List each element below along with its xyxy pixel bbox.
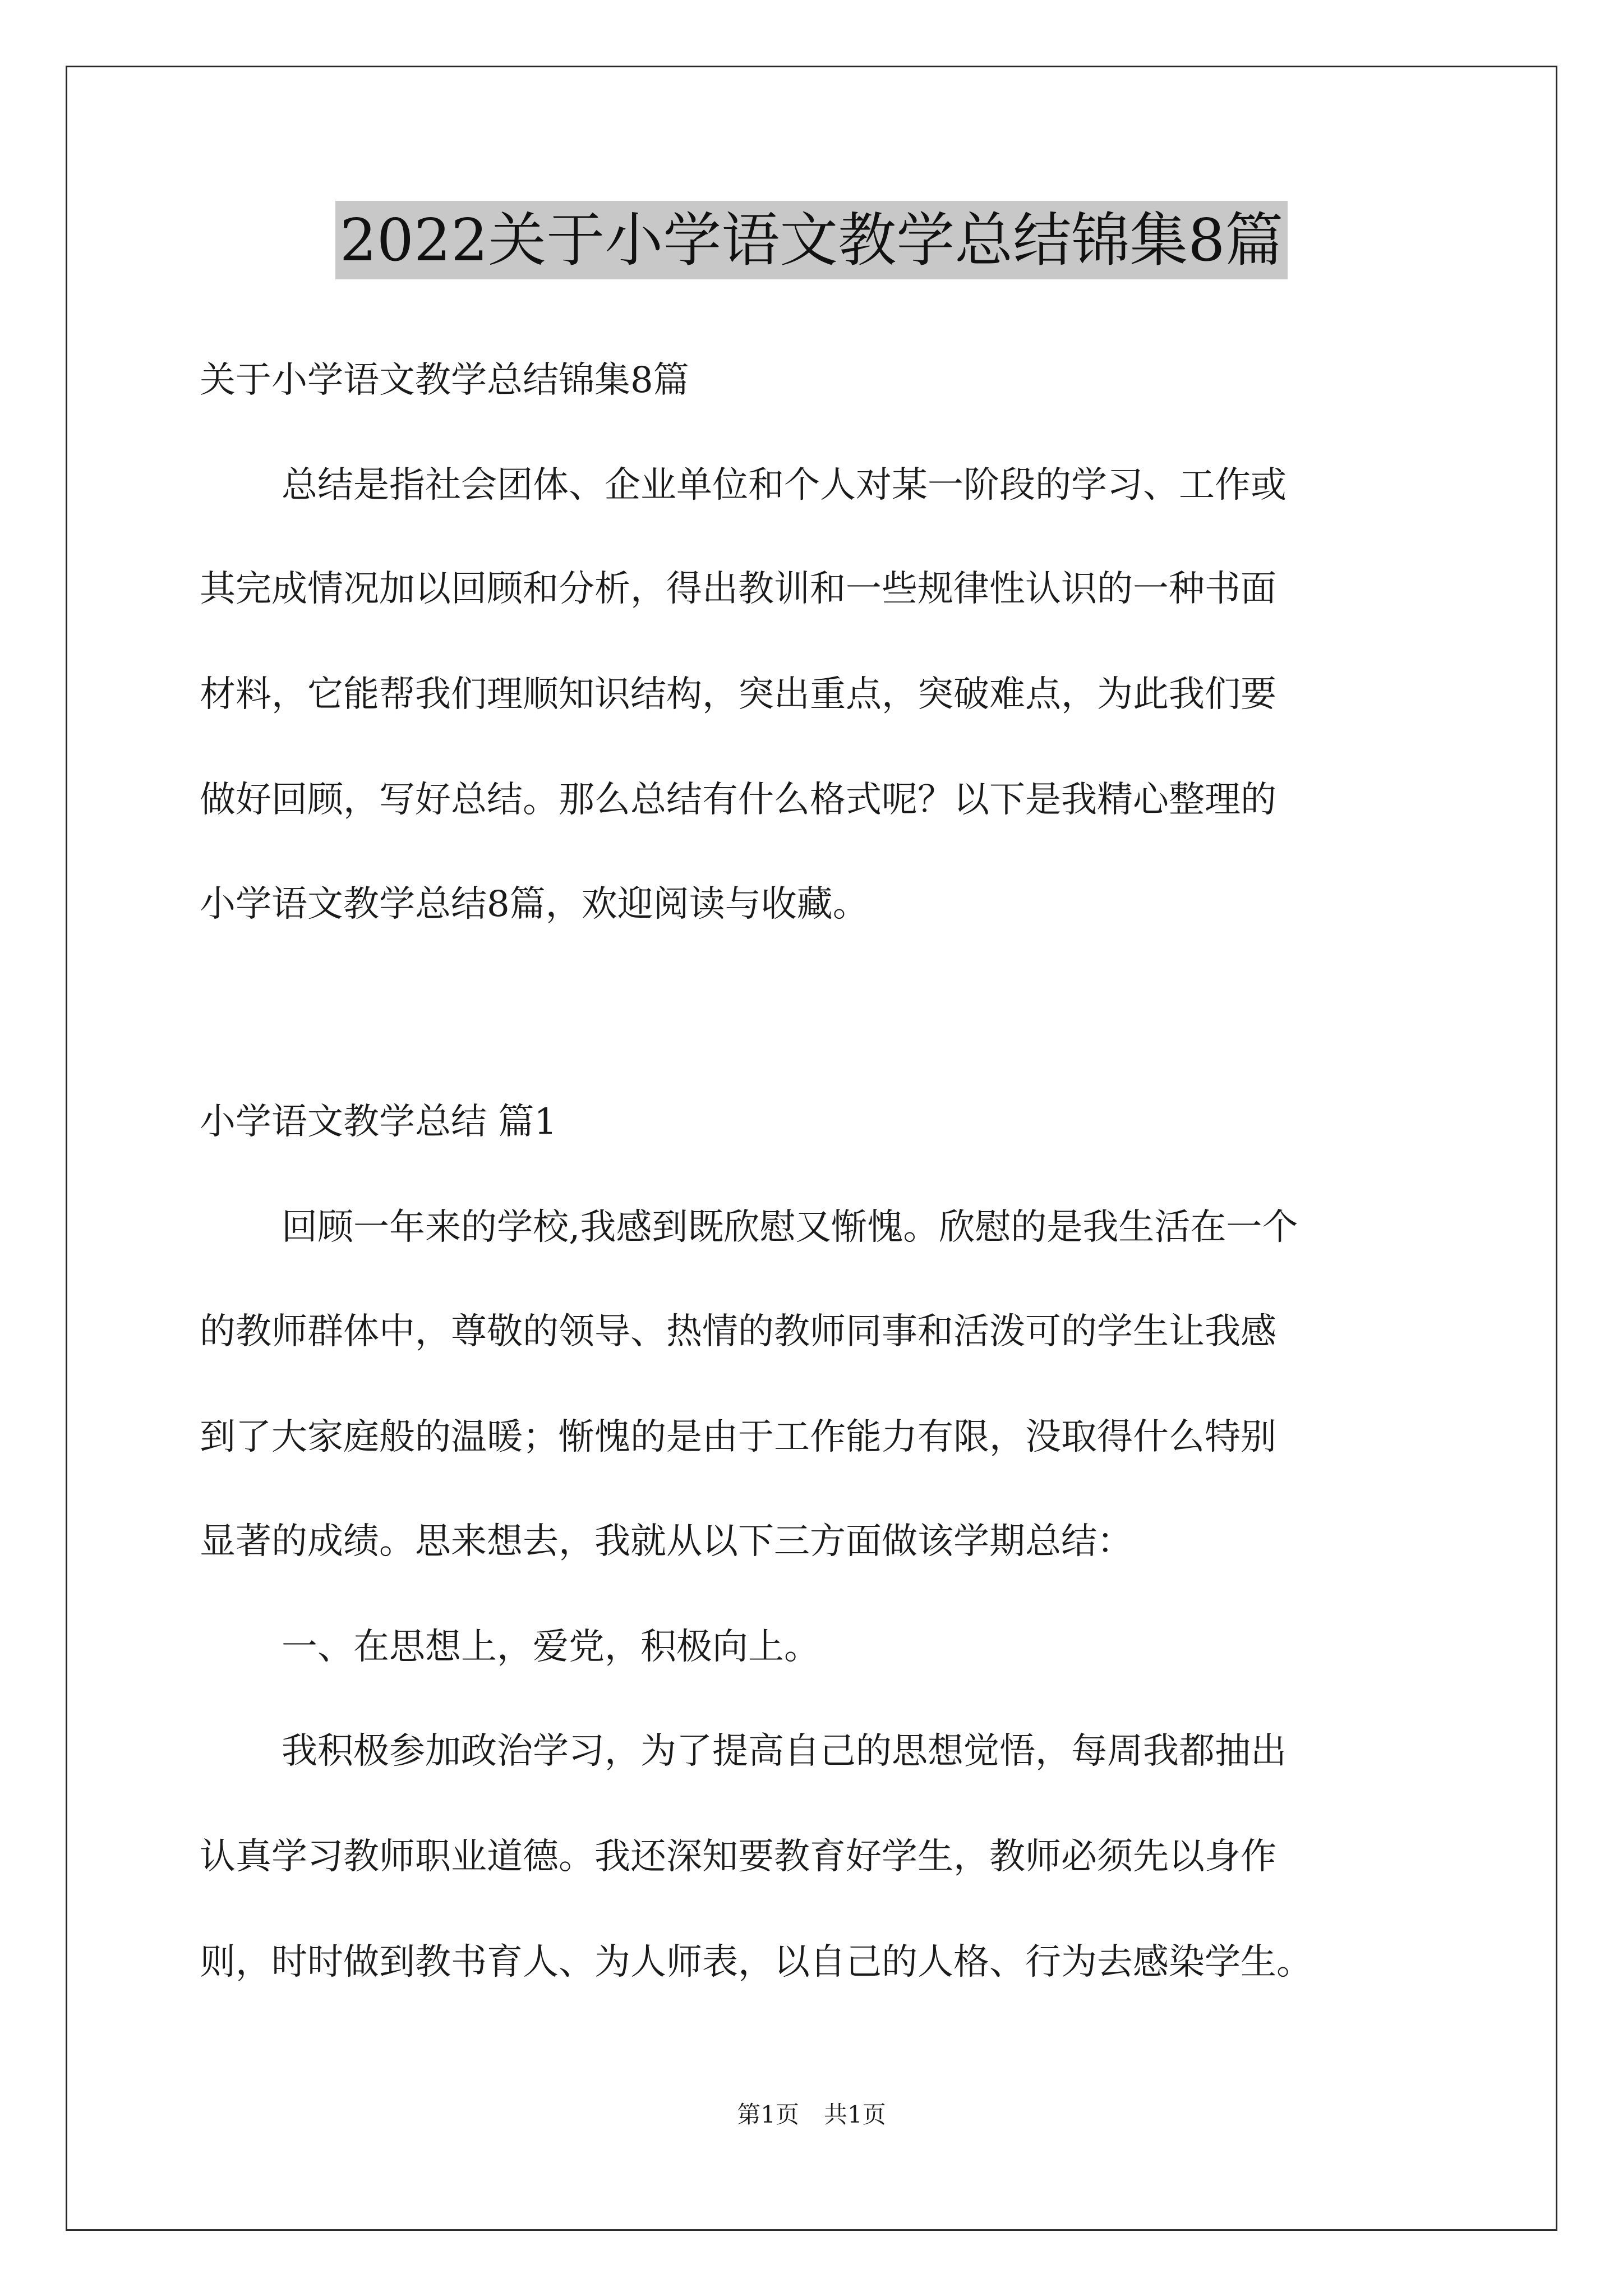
- paragraph-line: 认真学习教师职业道德。我还深知要教育好学生，教师必须先以身作: [200, 1836, 1276, 1878]
- section-heading: 小学语文教学总结 篇1: [200, 1101, 557, 1143]
- subtitle-line: 关于小学语文教学总结锦集8篇: [200, 360, 689, 401]
- title-container: [0, 201, 1623, 279]
- paragraph-line: 一、在思想上，爱党，积极向上。: [282, 1626, 820, 1668]
- paragraph-line: 我积极参加政治学习，为了提高自己的思想觉悟，每周我都抽出: [282, 1731, 1287, 1772]
- document-title: 2022关于小学语文教学总结锦集8篇: [335, 201, 1288, 279]
- page-footer: [0, 2099, 1623, 2131]
- paragraph-line: 回顾一年来的学校,我感到既欣慰又惭愧。欣慰的是我生活在一个: [282, 1207, 1298, 1248]
- paragraph-line: 材料，它能帮我们理顺知识结构，突出重点，突破难点，为此我们要: [200, 674, 1276, 715]
- page-number-current: 第1页: [737, 2101, 799, 2128]
- paragraph-line: 的教师群体中，尊敬的领导、热情的教师同事和活泼可的学生让我感: [200, 1311, 1276, 1352]
- paragraph-line: 显著的成绩。思来想去，我就从以下三方面做该学期总结：: [200, 1521, 1133, 1562]
- paragraph-line: 做好回顾，写好总结。那么总结有什么格式呢？以下是我精心整理的: [200, 779, 1276, 821]
- page-number-total: 共1页: [824, 2101, 886, 2128]
- paragraph-line: 其完成情况加以回顾和分析，得出教训和一些规律性认识的一种书面: [200, 568, 1276, 610]
- paragraph-line: 小学语文教学总结8篇，欢迎阅读与收藏。: [200, 884, 869, 925]
- paragraph-line: 总结是指社会团体、企业单位和个人对某一阶段的学习、工作或: [282, 464, 1287, 506]
- paragraph-line: 到了大家庭般的温暖；惭愧的是由于工作能力有限，没取得什么特别: [200, 1416, 1276, 1458]
- paragraph-line: 则，时时做到教书育人、为人师表，以自己的人格、行为去感染学生。: [200, 1941, 1312, 1983]
